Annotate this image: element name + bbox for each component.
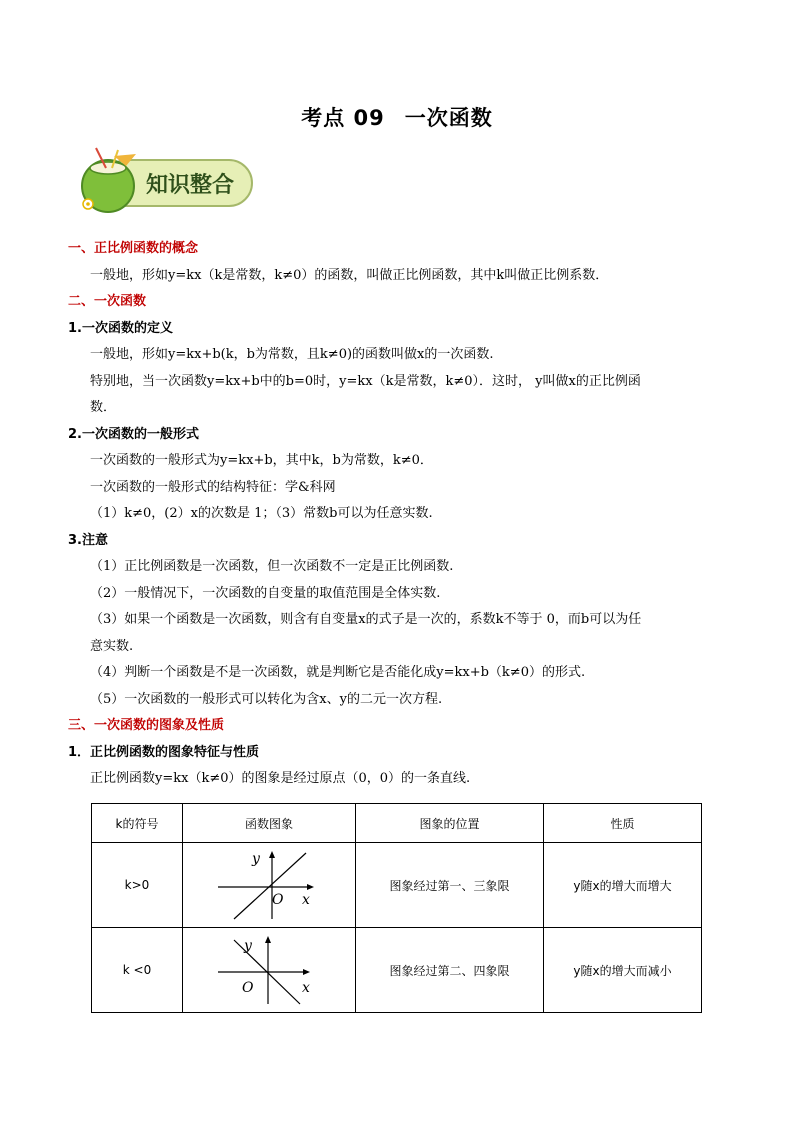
properties-table (91, 803, 702, 1013)
sec2-sub1-line3: 数． (90, 400, 117, 415)
section-heading-2: 二、一次函数 (68, 294, 147, 309)
sec2-sub3-line4: 意实数. (90, 638, 134, 654)
sec2-sub3-line1: （1）正比例函数是一次函数，但一次函数不一定是正比例函数. (90, 559, 454, 574)
knowledge-banner (74, 146, 256, 214)
row2-graph-cell (183, 928, 356, 1013)
y-axis-label: y (252, 851, 260, 867)
header-position: 图象的位置 (356, 804, 544, 843)
section-heading-3: 三、一次函数的图象及性质 (68, 718, 225, 733)
sec2-sub2-line3: （1）k≠0，(2）x的次数是 1；（3）常数b可以为任意实数. (90, 506, 433, 521)
row1-property: y随x的增大而增大 (544, 843, 702, 928)
decreasing-line-graph (214, 932, 324, 1008)
row2-property: y随x的增大而减小 (544, 928, 702, 1013)
sec2-sub3-line5: （4）判断一个函数是不是一次函数，就是判断它是否能化成y=kx+b（k≠0）的形式. (90, 665, 586, 680)
row1-sign: k>0 (92, 843, 183, 928)
main-content (68, 236, 728, 793)
row2-sign: k <0 (92, 928, 183, 1013)
origin-label: O (242, 980, 254, 996)
title-part2: 一次函数 (404, 106, 493, 130)
header-graph: 函数图象 (183, 804, 356, 843)
sec2-sub2-line2: 一次函数的一般形式的结构特征：学&科网 (90, 479, 336, 495)
sec2-sub2-line1: 一次函数的一般形式为y=kx+b，其中k，b为常数，k≠0． (90, 453, 433, 468)
header-k-sign: k的符号 (92, 804, 183, 843)
title-part1: 考点 09 (301, 106, 385, 130)
x-axis-label: x (302, 892, 310, 908)
row2-position: 图象经过第二、四象限 (356, 928, 544, 1013)
sec2-sub3-heading: 3.注意 (68, 532, 108, 548)
table-row (92, 843, 702, 928)
x-axis-label: x (302, 980, 310, 996)
table-header-row (92, 804, 702, 843)
sec2-sub3-line3: （3）如果一个函数是一次函数，则含有自变量x的式子是一次的，系数k不等于 0，而b可以为任 (90, 612, 642, 627)
origin-label: O (272, 892, 284, 908)
header-property: 性质 (544, 804, 702, 843)
increasing-line-graph (214, 847, 324, 923)
y-axis-label: y (244, 938, 252, 954)
banner-text: 知识整合 (145, 173, 235, 198)
table-row (92, 928, 702, 1013)
row1-graph-cell (183, 843, 356, 928)
section-heading-1: 一、正比例函数的概念 (68, 241, 199, 256)
sec2-sub3-line6: （5）一次函数的一般形式可以转化为含x、y的二元一次方程. (90, 691, 443, 707)
sec2-sub3-line2: （2）一般情况下，一次函数的自变量的取值范围是全体实数. (90, 585, 441, 601)
sec1-text: 一般地，形如y=kx（k是常数，k≠0）的函数，叫做正比例函数，其中k叫做正比例系数． (90, 267, 609, 283)
sec3-sub1-heading: 1．正比例函数的图象特征与性质 (68, 744, 260, 760)
sec2-sub2-heading: 2.一次函数的一般形式 (68, 426, 199, 442)
sec3-sub1-line1: 正比例函数y=kx（k≠0）的图象是经过原点（0，0）的一条直线. (90, 771, 471, 786)
row1-position: 图象经过第一、三象限 (356, 843, 544, 928)
page-title (0, 102, 794, 132)
sec2-sub1-line1: 一般地，形如y=kx+b(k，b为常数，且k≠0)的函数叫做x的一次函数. (90, 347, 494, 362)
sec2-sub1-line2: 特别地，当一次函数y=kx+b中的b=0时，y=kx（k是常数，k≠0）．这时， y叫做x的正比例函 (90, 373, 641, 389)
sec2-sub1-heading: 1.一次函数的定义 (68, 320, 173, 336)
